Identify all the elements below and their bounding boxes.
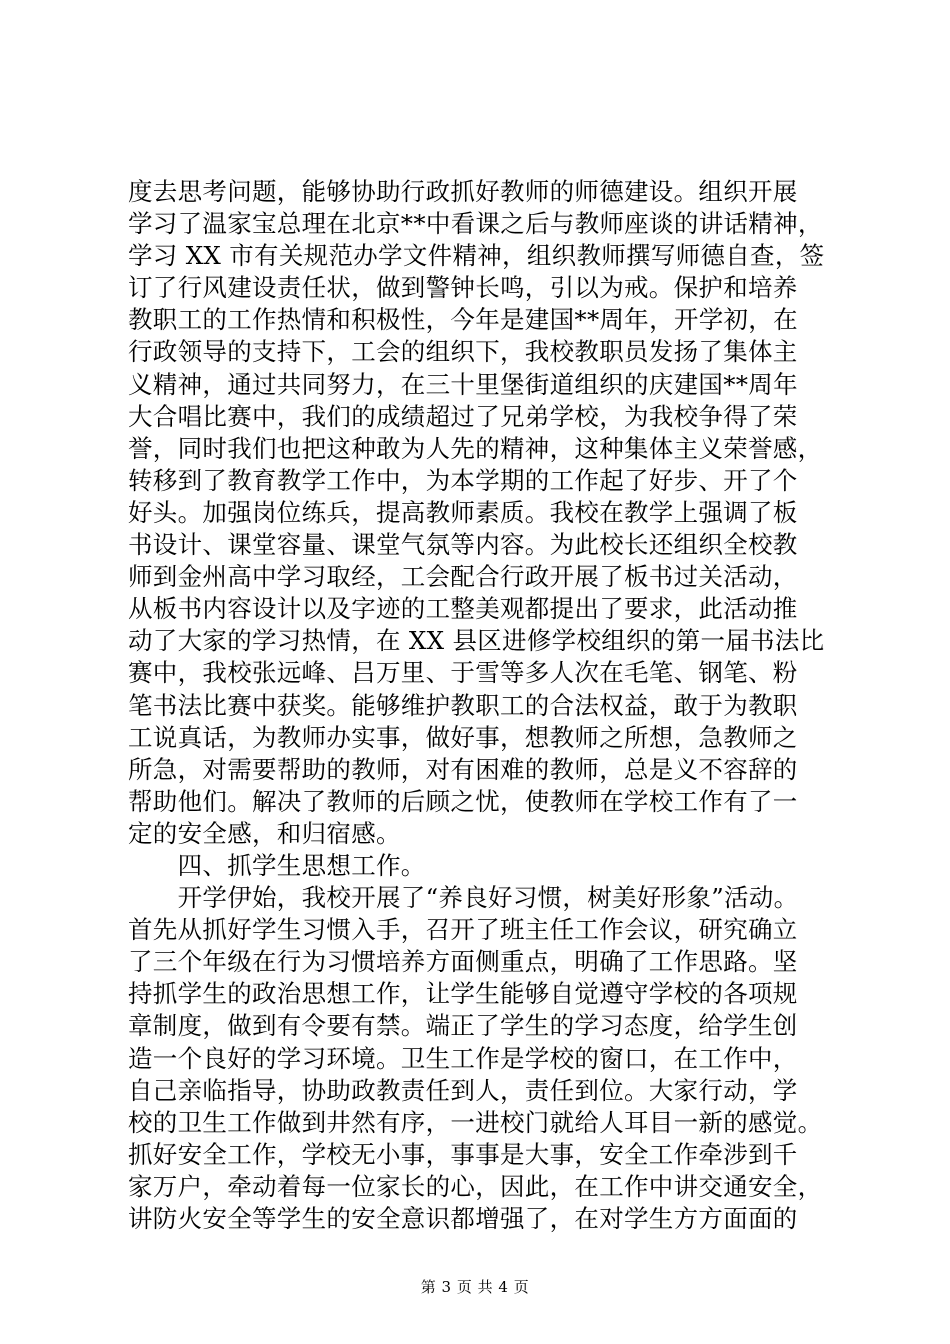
text-line: 造一个良好的学习环境。卫生工作是学校的窗口，在工作中， <box>128 1043 798 1073</box>
text-line: 赛中，我校张远峰、吕万里、于雪等多人次在毛笔、钢笔、粉 <box>128 658 798 688</box>
text-line: 教职工的工作热情和积极性，今年是建国**周年，开学初，在 <box>128 305 798 335</box>
section-heading: 四、抓学生思想工作。 <box>128 850 426 880</box>
body-text <box>128 176 828 1235</box>
text-line: 学习了温家宝总理在北京**中看课之后与教师座谈的讲话精神， <box>128 209 823 239</box>
text-line: 自己亲临指导，协助政教责任到人，责任到位。大家行动，学 <box>128 1075 798 1105</box>
text-line: 转移到了教育教学工作中，为本学期的工作起了好步、开了个 <box>128 465 798 495</box>
text-line: 开学伊始，我校开展了“养良好习惯，树美好形象”活动。 <box>128 883 799 913</box>
text-line: 书设计、课堂容量、课堂气氛等内容。为此校长还组织全校教 <box>128 530 798 560</box>
text-line: 家万户，牵动着每一位家长的心，因此，在工作中讲交通安全， <box>128 1171 823 1201</box>
text-line: 了三个年级在行为习惯培养方面侧重点，明确了工作思路。坚 <box>128 947 798 977</box>
text-line: 持抓学生的政治思想工作，让学生能够自觉遵守学校的各项规 <box>128 979 798 1009</box>
text-line: 讲防火安全等学生的安全意识都增强了，在对学生方方面面的 <box>128 1204 798 1233</box>
text-line: 定的安全感，和归宿感。 <box>128 818 401 848</box>
page-number-label: 第 3 页 共 4 页 <box>420 1278 530 1296</box>
text-line: 所急，对需要帮助的教师，对有困难的教师，总是义不容辞的 <box>128 754 798 784</box>
text-line: 从板书内容设计以及字迹的工整美观都提出了要求，此活动推 <box>128 594 798 624</box>
text-line: 章制度，做到有令要有禁。端正了学生的学习态度，给学生创 <box>128 1011 798 1041</box>
text-line: 誉，同时我们也把这种敢为人先的精神，这种集体主义荣誉感， <box>128 433 823 463</box>
text-line: 抓好安全工作，学校无小事，事事是大事，安全工作牵涉到千 <box>128 1139 798 1169</box>
text-line: 校的卫生工作做到井然有序，一进校门就给人耳目一新的感觉。 <box>128 1107 823 1137</box>
text-line: 学习 XX 市有关规范办学文件精神，组织教师撰写师德自查，签 <box>128 241 825 271</box>
text-line: 好头。加强岗位练兵，提高教师素质。我校在教学上强调了板 <box>128 497 798 527</box>
page-footer <box>0 1276 950 1297</box>
text-line: 度去思考问题，能够协助行政抓好教师的师德建设。组织开展 <box>128 177 798 206</box>
text-line: 行政领导的支持下，工会的组织下，我校教职员发扬了集体主 <box>128 337 798 367</box>
text-line: 帮助他们。解决了教师的后顾之忧，使教师在学校工作有了一 <box>128 786 798 816</box>
text-line: 大合唱比赛中，我们的成绩超过了兄弟学校，为我校争得了荣 <box>128 401 798 431</box>
text-line: 动了大家的学习热情，在 XX 县区进修学校组织的第一届书法比 <box>128 626 825 656</box>
text-line: 义精神，通过共同努力，在三十里堡街道组织的庆建国**周年 <box>128 369 798 399</box>
text-line: 工说真话，为教师办实事，做好事，想教师之所想，急教师之 <box>128 722 798 752</box>
text-line: 订了行风建设责任状，做到警钟长鸣，引以为戒。保护和培养 <box>128 273 798 303</box>
text-line: 笔书法比赛中获奖。能够维护教职工的合法权益，敢于为教职 <box>128 690 798 720</box>
text-line: 师到金州高中学习取经，工会配合行政开展了板书过关活动， <box>128 562 798 592</box>
text-line: 首先从抓好学生习惯入手，召开了班主任工作会议，研究确立 <box>128 915 798 945</box>
